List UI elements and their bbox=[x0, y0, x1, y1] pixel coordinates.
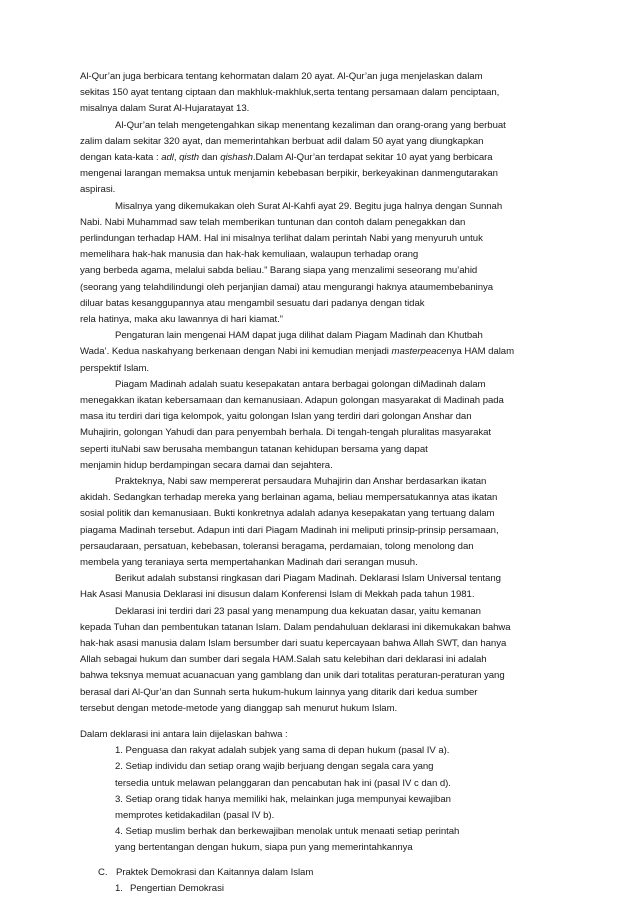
list-item: 3. Setiap orang tidak hanya memiliki hak, melainkan juga mempunyai kewajiban bbox=[115, 794, 451, 805]
text-line: Nabi. Nabi Muhammad saw telah memberikan tuntunan dan contoh dalam penegakkan dan bbox=[80, 217, 466, 228]
list-item-continuation: yang bertentangan dengan hukum, siapa pun yang memerintahkannya bbox=[115, 842, 413, 853]
text-line: dengan kata-kata : adl, qisth dan qishash.Dalam Al-Qur’an terdapat sekitar 10 ayat yang berbicara bbox=[80, 152, 493, 163]
text-line: Wada’. Kedua naskahyang berkenaan dengan Nabi ini kemudian menjadi masterpeacenya HAM dalam bbox=[80, 346, 515, 357]
text-line: kepada Tuhan dan pembentukan tatanan Islam. Dalam pendahuluan deklarasi ini dikemukakan bahwa bbox=[80, 622, 511, 633]
list-item-continuation: memprotes ketidakadilan (pasal IV b). bbox=[115, 810, 275, 821]
text-line: zalim dalam sekitar 320 ayat, dan memerintahkan berbuat adil dalam 50 ayat yang diungkapkan bbox=[80, 136, 484, 147]
text-line: Pengaturan lain mengenai HAM dapat juga dilihat dalam Piagam Madinah dan Khutbah bbox=[115, 330, 483, 341]
subsection-marker: 1. bbox=[115, 883, 123, 894]
text-line: diluar batas kesanggupannya atau mengambil sesuatu dari padanya dengan tidak bbox=[80, 298, 425, 309]
text-line: piagama Madinah tersebut. Adapun inti dari Piagam Madinah ini meliputi prinsip-prinsip persamaan, bbox=[80, 525, 499, 536]
section-title: Praktek Demokrasi dan Kaitannya dalam Islam bbox=[116, 867, 314, 878]
text-line: hak-hak asasi manusia dalam Islam bersumber dari suatu kepercayaan bahwa Allah SWT, dan hanya bbox=[80, 638, 507, 649]
text-line: rela hatinya, maka aku lawannya di hari kiamat.” bbox=[80, 314, 283, 325]
section-heading bbox=[98, 867, 313, 879]
text-line: mengenai larangan memaksa untuk menjamin kebebasan berpikir, berkeyakinan danmengutarakan bbox=[80, 168, 498, 179]
list-item: 4. Setiap muslim berhak dan berkewajiban menolak untuk menaati setiap perintah bbox=[115, 826, 460, 837]
text-line: Piagam Madinah adalah suatu kesepakatan antara berbagai golongan diMadinah dalam bbox=[115, 379, 486, 390]
text-line: persaudaraan, persatuan, kebebasan, toleransi beragama, perdamaian, tolong menolong dan bbox=[80, 541, 474, 552]
text-line: Allah sebagai hukum dan sumber dari segala HAM.Salah satu kelebihan dari deklarasi ini adalah bbox=[80, 654, 487, 665]
text-line: Hak Asasi Manusia Deklarasi ini disusun dalam Konferensi Islam di Mekkah pada tahun 1981. bbox=[80, 589, 475, 600]
text-line: aspirasi. bbox=[80, 184, 116, 195]
text-line: masa itu terdiri dari tiga kelompok, yaitu golongan Islan yang terdiri dari golongan Anshar dan bbox=[80, 411, 472, 422]
list-item: 1. Penguasa dan rakyat adalah subjek yang sama di depan hukum (pasal IV a). bbox=[115, 745, 450, 756]
text-line: seperti ituNabi saw berusaha membangun tatanan kehidupan bersama yang dapat bbox=[80, 444, 428, 455]
text-line: sosial politik dan kemanusiaan. Bukti konkretnya adalah adanya kesepakatan yang tertuang dalam bbox=[80, 508, 495, 519]
text-line: membela yang teraniaya serta mempertahankan Madinah dari serangan musuh. bbox=[80, 557, 418, 568]
text-line: Al-Qur’an telah mengetengahkan sikap menentang kezaliman dan orang-orang yang berbuat bbox=[115, 120, 506, 131]
list-item: 2. Setiap individu dan setiap orang wajib berjuang dengan segala cara yang bbox=[115, 761, 434, 772]
subsection-heading bbox=[115, 883, 224, 895]
text-line: memelihara hak-hak manusia dan hak-hak kemuliaan, walaupun terhadap orang bbox=[80, 249, 419, 260]
text-line: berasal dari Al-Qur’an dan Sunnah serta hukum-hukum lainnya yang ditarik dari kedua sumber bbox=[80, 687, 478, 698]
list-item-continuation: tersedia untuk melawan pelanggaran dan pencabutan hak ini (pasal IV c dan d). bbox=[115, 778, 451, 789]
text-line: Berikut adalah substansi ringkasan dari Piagam Madinah. Deklarasi Islam Universal tentang bbox=[115, 573, 501, 584]
text-line: (seorang yang telahdilindungi oleh perjanjian damai) atau mengurangi haknya ataumembebaninya bbox=[80, 282, 494, 293]
text-line: perlindungan terhadap HAM. Hal ini misalnya terlihat dalam perintah Nabi yang menyuruh untuk bbox=[80, 233, 483, 244]
text-line: Dalam deklarasi ini antara lain dijelaskan bahwa : bbox=[80, 729, 288, 740]
text-line: menegakkan ikatan kebersamaan dan kemanusiaan. Adapun golongan masyarakat di Madinah pada bbox=[80, 395, 504, 406]
text-line: Deklarasi ini terdiri dari 23 pasal yang menampung dua kekuatan dasar, yaitu kemanan bbox=[115, 606, 481, 617]
text-line: Prakteknya, Nabi saw mempererat persaudara Muhajirin dan Anshar berdasarkan ikatan bbox=[115, 476, 487, 487]
text-line: bahwa teksnya memuat acuanacuan yang gamblang dan unik dari totalitas peraturan-peraturan yang bbox=[80, 670, 505, 681]
section-marker: C. bbox=[98, 867, 108, 878]
text-line: Muhajirin, golongan Yahudi dan para penyembah berhala. Di tengah-tengah pluralitas masyarakat bbox=[80, 427, 491, 438]
text-line: Al-Qur’an juga berbicara tentang kehormatan dalam 20 ayat. Al-Qur’an juga menjelaskan dalam bbox=[80, 71, 483, 82]
text-line: misalnya dalam Surat Al-Hujaratayat 13. bbox=[80, 103, 250, 114]
text-line: Misalnya yang dikemukakan oleh Surat Al-Kahfi ayat 29. Begitu juga halnya dengan Sunnah bbox=[115, 201, 503, 212]
text-line: tersebut dengan metode-metode yang dianggap sah menurut hukum Islam. bbox=[80, 703, 398, 714]
subsection-title: Pengertian Demokrasi bbox=[130, 883, 224, 894]
text-line: menjamin hidup berdampingan secara damai dan sejahtera. bbox=[80, 460, 333, 471]
text-line: yang berbeda agama, melalui sabda beliau.” Barang siapa yang menzalimi seseorang mu’ahid bbox=[80, 265, 478, 276]
text-line: sekitas 150 ayat tentang ciptaan dan makhluk-makhluk,serta tentang persamaan dalam penciptaan, bbox=[80, 87, 500, 98]
text-line: perspektif Islam. bbox=[80, 363, 149, 374]
text-line: akidah. Sedangkan terhadap mereka yang berlainan agama, beliau mempersatukannya atas ikatan bbox=[80, 492, 498, 503]
